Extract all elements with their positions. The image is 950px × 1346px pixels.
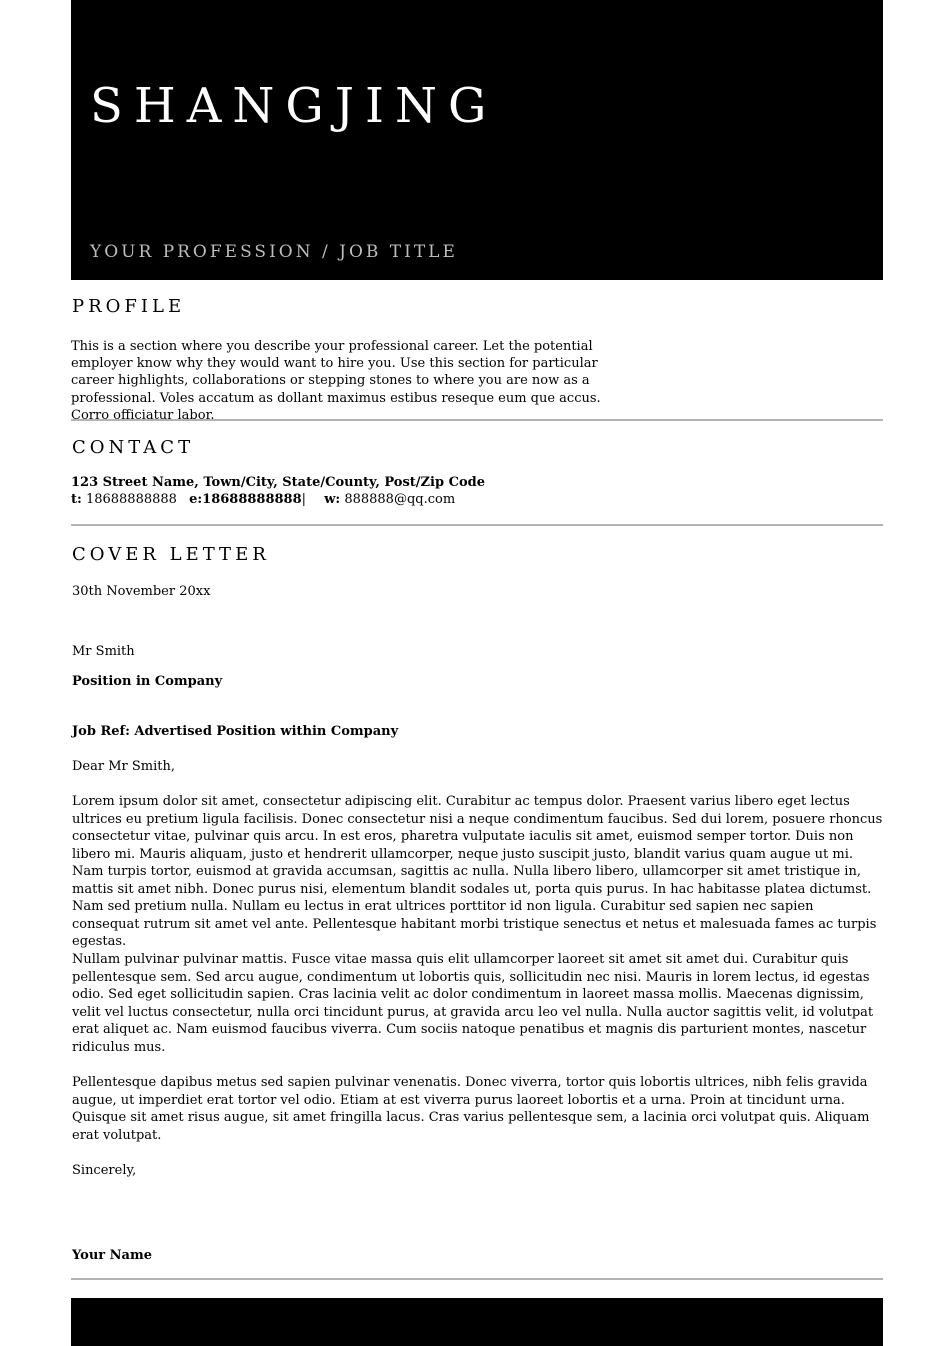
letter-date: 30th November 20xx <box>72 584 211 599</box>
header-banner <box>71 0 883 280</box>
letter-job-ref: Job Ref: Advertised Position within Company <box>72 724 399 739</box>
phone-value: 18688888888 <box>85 492 177 507</box>
contact-details <box>71 491 455 508</box>
web-label: w: <box>324 492 341 507</box>
email-label: e:18688888888 <box>189 492 302 507</box>
letter-signature: Your Name <box>72 1248 152 1263</box>
letter-paragraph: Lorem ipsum dolor sit amet, consectetur adipiscing elit. Curabitur ac tempus dolor. Praesent varius libero eget lectus ultrices eu pretium ligula facilisis. Donec consectetur nisi a neque condimentum faucibus. Sed dui lorem, posuere rhoncus consectetur vitae, pulvinar quis arcu. In est eros, pharetra vulputate iaculis sit amet, euismod semper tortor. Duis non libero mi. Mauris aliquam, justo et hendrerit ullamcorper, neque justo suscipit justo, blandit varius quam augue ut mi. Nam turpis tortor, euismod at gravida accumsan, sagittis ac nulla. Nulla libero libero, ullamcorper sit amet tristique in, mattis sit amet nibh. Donec purus nisi, elementum blandit sodales ut, porta quis purus. In hac habitasse platea dictumst. Nam sed pretium nulla. Nullam eu lectus in erat ultrices porttitor id non ligula. Curabitur sed sapien nec sapien consequat rutrum sit amet vel ante. Pellentesque habitant morbi tristique senectus et netus et malesuada fames ac turpis egestas. <box>72 794 883 949</box>
profile-heading: PROFILE <box>72 296 186 317</box>
letter-paragraph: Nullam pulvinar pulvinar mattis. Fusce vitae massa quis elit ullamcorper laoreet sit amet sit amet dui. Curabitur quis pellentesque sem. Sed arcu augue, condimentum ut lobortis quis, sollicitudin nec nisi. Mauris in lorem lectus, id egestas odio. Sed eget sollicitudin sapien. Cras lacinia velit ac dolor condimentum in laoreet massa mollis. Maecenas dignissim, velit vel luctus consectetur, nulla orci tincidunt purus, at gravida arcu leo vel nulla. Nulla auctor sagittis velit, id volutpat erat aliquet ac. Nam euismod faucibus viverra. Cum sociis natoque penatibus et magnis dis parturient montes, nascetur ridiculus mus. <box>72 952 874 1055</box>
contact-address: 123 Street Name, Town/City, State/County, Post/Zip Code <box>71 475 485 490</box>
profile-text: This is a section where you describe your professional career. Let the potential employer know why they would want to hire you. Use this section for particular career highlights, collaborations or stepping stones to where you are now as a professional. Voles accatum as dollant maximus estibus reseque eum que accus. Corro officiatur labor. <box>71 339 601 423</box>
person-name: SHANGJING <box>90 78 498 134</box>
contact-separator: | <box>301 492 307 507</box>
cover-letter-heading: COVER LETTER <box>72 544 270 565</box>
letter-position: Position in Company <box>72 674 223 689</box>
phone-label: t: <box>71 492 82 507</box>
divider <box>71 1278 883 1280</box>
letter-recipient: Mr Smith <box>72 644 135 659</box>
letter-salutation: Dear Mr Smith, <box>72 759 175 774</box>
divider <box>71 524 883 526</box>
web-value: 888888@qq.com <box>344 492 456 507</box>
contact-heading: CONTACT <box>72 437 195 458</box>
letter-paragraph: Pellentesque dapibus metus sed sapien pulvinar venenatis. Donec viverra, tortor quis lobortis ultrices, nibh felis gravida augue, ut imperdiet erat tortor vel odio. Etiam at est viverra purus laoreet lobortis et a urna. Proin at tincidunt urna. Quisque sit amet risus augue, sit amet fringilla lacus. Cras varius pellentesque sem, a lacinia orci volutpat quis. Aliquam erat volutpat. <box>72 1075 870 1143</box>
job-title: YOUR PROFESSION / JOB TITLE <box>90 242 458 262</box>
letter-closing: Sincerely, <box>72 1163 137 1178</box>
footer-banner <box>71 1298 883 1346</box>
divider <box>71 419 883 421</box>
